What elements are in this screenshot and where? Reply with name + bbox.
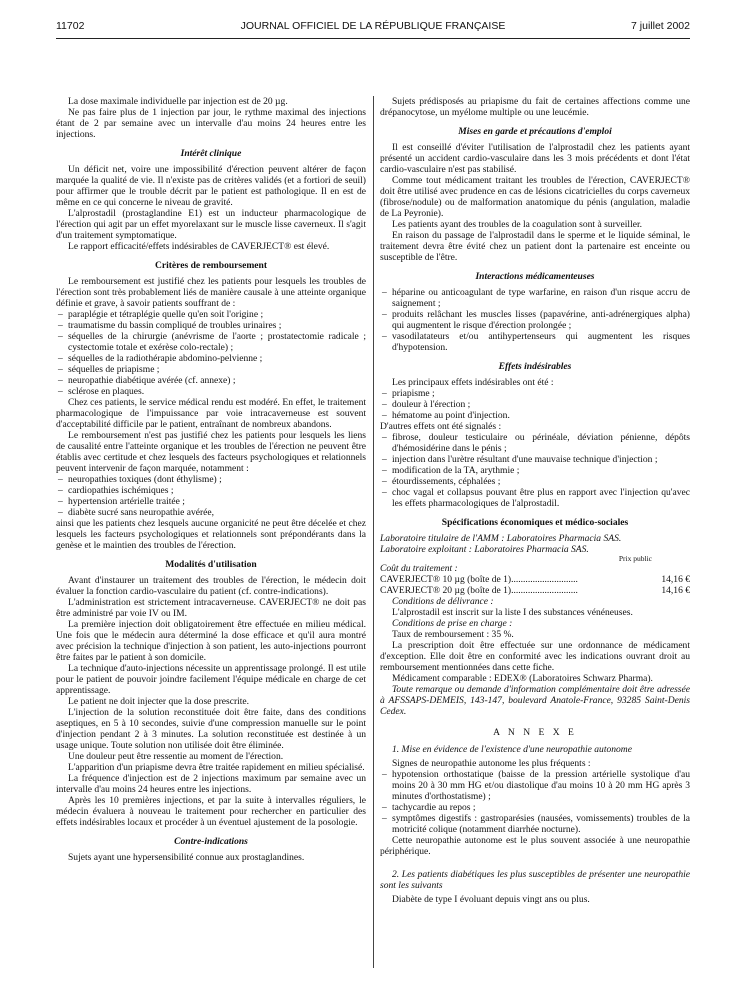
- paragraph: Ne pas faire plus de 1 injection par jour, le rythme maximal des injections étant de 2 par semaine avec un intervalle d'au moins 24 heures entre les injections.: [56, 107, 366, 140]
- paragraph: Le remboursement est justifié chez les patients pour lesquels les troubles de l'érection sont très probablement liés de manière causale à une atteinte organique définie et grave, à savoir patients souffrant de :: [56, 276, 366, 309]
- subheading: Conditions de prise en charge :: [392, 618, 513, 629]
- section-heading: Interactions médicamenteuses: [475, 271, 595, 282]
- list-item: – choc vagal et collapsus pouvant être plus en rapport avec l'injection qu'avec les effets pharmacologiques de l'alprostadil.: [380, 487, 690, 509]
- paragraph: Les patients ayant des troubles de la coagulation sont à surveiller.: [392, 219, 643, 230]
- paragraph: La première injection doit obligatoirement être effectuée en milieu médical. Une fois que le médecin aura déterminé la dose efficace et qu'il aura montré avec précision la technique d'injection à son patient, les auto-injections pourront être faites par le patient à son domicile.: [56, 619, 366, 663]
- list-item: – diabète sucré sans neuropathie avérée,: [56, 507, 366, 518]
- header-rule: [56, 38, 690, 39]
- paragraph: Une douleur peut être ressentie au moment de l'érection.: [68, 751, 284, 762]
- left-column: [56, 96, 366, 863]
- list-item: – priapisme ;: [380, 388, 690, 399]
- paragraph: D'autres effets ont été signalés :: [380, 421, 502, 432]
- paragraph: La technique d'auto-injections nécessite un apprentissage prolongé. Il est utile pour le patient de pouvoir joindre facilement l'équipe médicale en charge de cet apprentissage.: [56, 663, 366, 696]
- list: [56, 474, 366, 518]
- list-item: – cardiopathies ischémiques ;: [56, 485, 366, 496]
- price-row: [380, 585, 690, 596]
- paragraph: Toute remarque ou demande d'information complémentaire doit être adressée à AFSSAPS-DEMEIS, 143-147, boulevard Anatole-France, 93285 Saint-Denis Cedex.: [380, 684, 690, 717]
- list-item: – séquelles de la chirurgie (anévrisme de l'aorte ; prostatectomie radicale ; cystectomie totale et exérèse colo-rectale) ;: [56, 331, 366, 353]
- annexe-subheading: 1. Mise en évidence de l'existence d'une neuropathie autonome: [392, 744, 632, 755]
- column-divider: [373, 96, 374, 968]
- paragraph: Il est conseillé d'éviter l'utilisation de l'alprostadil chez les patients ayant présenté un accident cardio-vasculaire dans les 3 mois précédents et dont l'état cardio-vasculaire n'est pas stabilisé.: [380, 142, 690, 175]
- paragraph: Diabète de type I évoluant depuis vingt ans ou plus.: [392, 894, 590, 905]
- paragraph: En raison du passage de l'alprostadil dans le sperme et le liquide séminal, le traitement devra être évité chez un patient dont la partenaire est enceinte ou susceptible de l'être.: [380, 230, 690, 263]
- paragraph: Le patient ne doit injecter que la dose prescrite.: [68, 696, 250, 707]
- right-column: [380, 96, 690, 905]
- paragraph: Un déficit net, voire une impossibilité d'érection peuvent altérer de façon marquée la qualité de vie. Il n'existe pas de critères validés (et a fortiori de seuil) pour affirmer que le trouble décrit par le patient est pathologique. Il en est de même en ce qui concerne le niveau de gravité.: [56, 164, 366, 208]
- annexe-subheading: 2. Les patients diabétiques les plus susceptibles de présenter une neuropathie sont les suivants: [380, 869, 690, 891]
- section-heading: Critères de remboursement: [154, 260, 268, 271]
- list-item: – modification de la TA, arythmie ;: [380, 465, 690, 476]
- paragraph: La fréquence d'injection est de 2 injections maximum par semaine avec un intervalle d'au moins 24 heures entre les injections.: [56, 773, 366, 795]
- subheading: Conditions de délivrance :: [392, 596, 494, 607]
- list-item: – hématome au point d'injection.: [380, 410, 690, 421]
- paragraph: L'alprostadil (prostaglandine E1) est un inducteur pharmacologique de l'érection qui agit par un effet myorelaxant sur le muscle lisse caverneux. Il s'agit d'un traitement symptomatique.: [56, 208, 366, 241]
- paragraph: Sujets ayant une hypersensibilité connue aux prostaglandines.: [68, 852, 305, 863]
- paragraph: L'administration est strictement intracaverneuse. CAVERJECT® ne doit pas être administré par voie IV ou IM.: [56, 597, 366, 619]
- price-label: CAVERJECT® 10 µg (boîte de 1)............................: [380, 574, 578, 585]
- paragraph: Signes de neuropathie autonome les plus fréquents :: [392, 758, 591, 769]
- list-item: – hypotension orthostatique (baisse de la pression artérielle systolique d'au moins 20 à 30 mm HG et/ou diastolique d'au moins 10 à 20 mm HG après 3 minutes d'orthostatisme) ;: [380, 769, 690, 802]
- paragraph: Après les 10 premières injections, et par la suite à intervalles réguliers, le médecin évaluera à nouveau le traitement pour rechercher en particulier des effets indésirables locaux et procéder à un éventuel ajustement de la posologie.: [56, 795, 366, 828]
- list-item: – injection dans l'urètre résultant d'une mauvaise technique d'injection ;: [380, 454, 690, 465]
- publication-date: 7 juillet 2002: [631, 20, 690, 32]
- list-item: – produits relâchant les muscles lisses (papavérine, anti-adrénergiques alpha) qui augmentent le risque d'érection prolongée ;: [380, 309, 690, 331]
- price-column-label: Prix public: [618, 554, 652, 563]
- list-item: – paraplégie et tétraplégie quelle qu'en soit l'origine ;: [56, 309, 366, 320]
- list: [380, 432, 690, 509]
- price-value: 14,16 €: [661, 574, 690, 585]
- page-header: [56, 20, 690, 36]
- paragraph: Chez ces patients, le service médical rendu est modéré. En effet, le traitement pharmacologique de l'impuissance par voie intracaverneuse est souvent d'acceptabilité difficile par le patient, entraînant de nombreux abandons.: [56, 397, 366, 430]
- list-item: – séquelles de priapisme ;: [56, 364, 366, 375]
- list: [380, 388, 690, 421]
- list-item: – tachycardie au repos ;: [380, 802, 690, 813]
- page-number: 11702: [56, 20, 85, 32]
- list-item: – héparine ou anticoagulant de type warfarine, en raison d'un risque accru de saignement ;: [380, 287, 690, 309]
- paragraph: Le rapport efficacité/effets indésirables de CAVERJECT® est élevé.: [68, 241, 330, 252]
- paragraph: Le remboursement n'est pas justifié chez les patients pour lesquels les liens de causalité entre l'atteinte organique et les troubles de l'érection ne peuvent être établis avec certitude et chez lesquels des facteurs psychologiques et relationnels peuvent intervenir de façon marquée, notamment :: [56, 430, 366, 474]
- list-item: – neuropathies toxiques (dont éthylisme) ;: [56, 474, 366, 485]
- journal-title: JOURNAL OFFICIEL DE LA RÉPUBLIQUE FRANÇAISE: [240, 20, 506, 32]
- list-item: – sclérose en plaques.: [56, 386, 366, 397]
- annexe-title: A N N E X E: [493, 727, 577, 738]
- paragraph: Médicament comparable : EDEX® (Laboratoires Schwarz Pharma).: [392, 673, 653, 684]
- list-item: – neuropathie diabétique avérée (cf. annexe) ;: [56, 375, 366, 386]
- list-item: – douleur à l'érection ;: [380, 399, 690, 410]
- list-item: – traumatisme du bassin compliqué de troubles urinaires ;: [56, 320, 366, 331]
- paragraph: Avant d'instaurer un traitement des troubles de l'érection, le médecin doit évaluer la fonction cardio-vasculaire du patient (cf. contre-indications).: [56, 575, 366, 597]
- list: [380, 769, 690, 835]
- list-item: – étourdissements, céphalées ;: [380, 476, 690, 487]
- list: [380, 287, 690, 353]
- section-heading: Modalités d'utilisation: [165, 559, 257, 570]
- section-heading: Spécifications économiques et médico-sociales: [441, 517, 629, 528]
- section-heading: Contre-indications: [174, 836, 248, 847]
- paragraph: Taux de remboursement : 35 %.: [392, 629, 514, 640]
- section-heading: Effets indésirables: [498, 361, 572, 372]
- section-heading: Mises en garde et précautions d'emploi: [458, 126, 612, 137]
- paragraph: L'injection de la solution reconstituée doit être faite, dans des conditions aseptiques, en 5 à 10 secondes, suivie d'une compression manuelle sur le point d'injection pendant 2 à 3 minutes. La solution reconstituée est destinée à un usage unique. Toute solution non utilisée doit être éliminée.: [56, 707, 366, 751]
- list-item: – vasodilatateurs et/ou antihypertenseurs qui augmentent les risques d'hypotension.: [380, 331, 690, 353]
- list: [56, 309, 366, 397]
- list-item: – symptômes digestifs : gastroparésies (nausées, vomissements) troubles de la motricité colique (notamment diarrhée nocturne).: [380, 813, 690, 835]
- section-heading: Intérêt clinique: [180, 148, 242, 159]
- price-label: CAVERJECT® 20 µg (boîte de 1)............................: [380, 585, 578, 596]
- paragraph: ainsi que les patients chez lesquels aucune organicité ne peut être décelée et chez lesquels les facteurs psychologiques et relationnels sont prépondérants dans la genèse et le maintien des troubles de l'érection.: [56, 518, 366, 551]
- paragraph: L'alprostadil est inscrit sur la liste I des substances vénéneuses.: [392, 607, 633, 618]
- paragraph: La prescription doit être effectuée sur une ordonnance de médicament d'exception. Elle doit être en conformité avec les indications ouvrant droit au remboursement mentionnées dans cette fiche.: [380, 640, 690, 673]
- paragraph: La dose maximale individuelle par injection est de 20 µg.: [68, 96, 288, 107]
- paragraph: Sujets prédisposés au priapisme du fait de certaines affections comme une drépanocytose, un myélome multiple ou une leucémie.: [380, 96, 690, 118]
- list-item: – fibrose, douleur testiculaire ou périnéale, déviation pénienne, dépôts d'hémosidérine dans le pénis ;: [380, 432, 690, 454]
- cost-label: Coût du traitement :: [380, 563, 458, 574]
- price-value: 14,16 €: [661, 585, 690, 596]
- paragraph: Laboratoire titulaire de l'AMM : Laboratoires Pharmacia SAS.: [380, 533, 622, 544]
- paragraph: Cette neuropathie autonome est le plus souvent associée à une neuropathie périphérique.: [380, 835, 690, 857]
- list-item: – séquelles de la radiothérapie abdomino-pelvienne ;: [56, 353, 366, 364]
- price-row: [380, 574, 690, 585]
- paragraph: L'apparition d'un priapisme devra être traitée rapidement en milieu spécialisé.: [68, 762, 365, 773]
- paragraph: Comme tout médicament traitant les troubles de l'érection, CAVERJECT® doit être utilisé avec prudence en cas de lésions cicatricielles du corps caverneux (fibrose/nodule) ou de malformation anatomique du pénis (angulation, maladie de La Peyronie).: [380, 175, 690, 219]
- paragraph: Laboratoire exploitant : Laboratoires Pharmacia SAS.: [380, 544, 589, 555]
- list-item: – hypertension artérielle traitée ;: [56, 496, 366, 507]
- paragraph: Les principaux effets indésirables ont été :: [392, 377, 554, 388]
